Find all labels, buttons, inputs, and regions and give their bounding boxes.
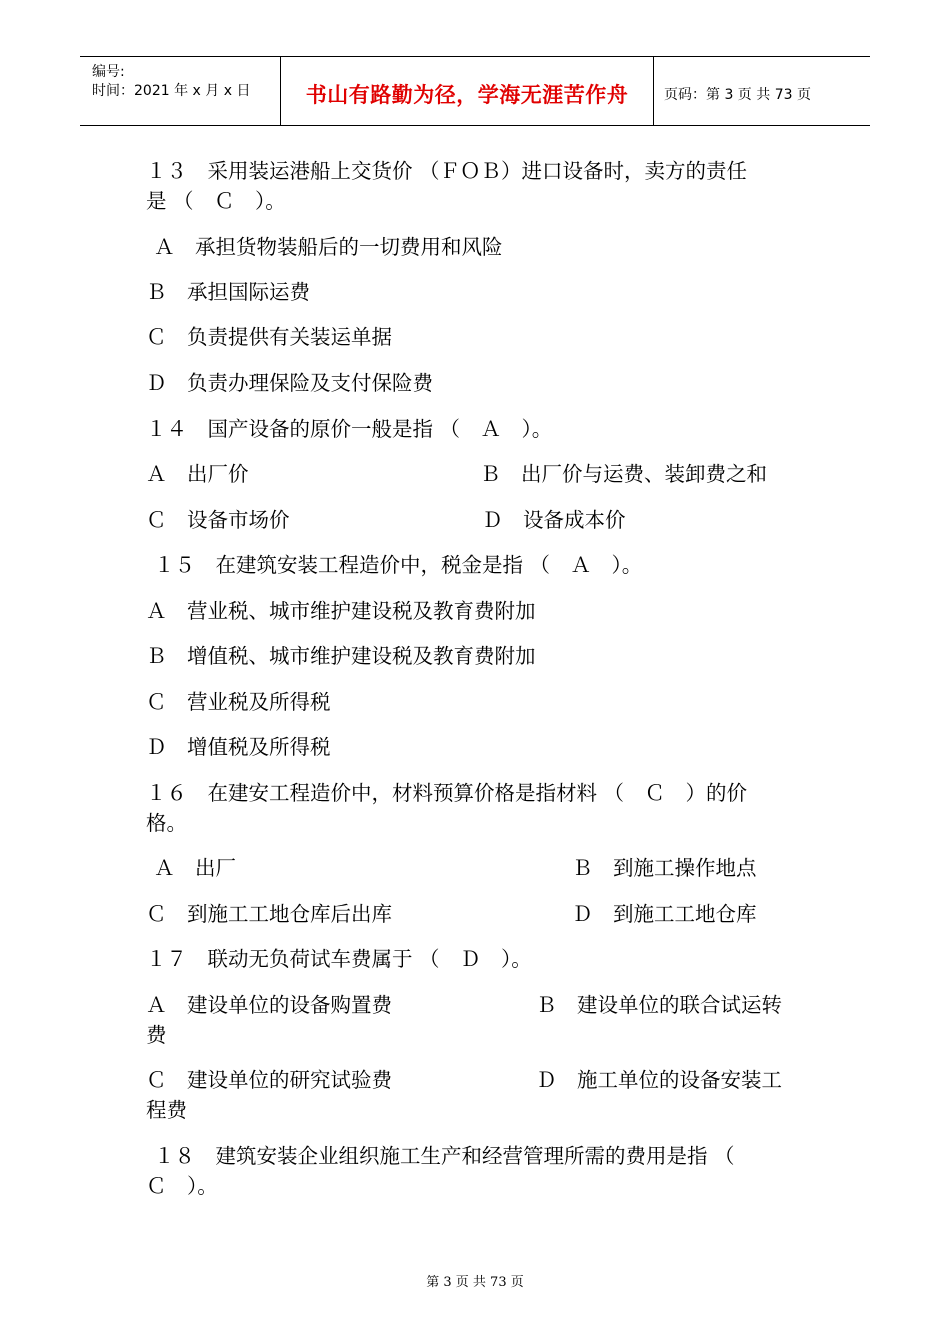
- question-14-stem: １４ 国产设备的原价一般是指 （ Ａ ）。: [146, 417, 553, 441]
- question-17-option-b: Ｂ 建设单位的联合试运转: [536, 993, 782, 1017]
- question-17-option-a: Ａ 建设单位的设备购置费: [146, 993, 392, 1017]
- question-13-option-d: Ｄ 负责办理保险及支付保险费: [146, 371, 433, 395]
- question-13-option-a: Ａ 承担货物装船后的一切费用和风险: [154, 235, 503, 259]
- question-17-stem: １７ 联动无负荷试车费属于 （ Ｄ ）。: [146, 947, 532, 971]
- page-header: [80, 56, 870, 126]
- question-16-option-a: Ａ 出厂: [154, 856, 236, 880]
- question-14-option-c: Ｃ 设备市场价: [146, 508, 290, 532]
- question-16-stem: １６ 在建安工程造价中，材料预算价格是指材料 （ Ｃ ）的价: [146, 781, 748, 805]
- question-13-stem-cont: 是 （ Ｃ ）。: [146, 189, 286, 213]
- question-17-option-d-cont: 程费: [146, 1098, 187, 1122]
- document-time-label: 时间：2021 年 x 月 x 日: [92, 83, 251, 99]
- question-13-option-c: Ｃ 负责提供有关装运单据: [146, 325, 392, 349]
- header-page-info: 页码：第 3 页 共 73 页: [664, 87, 811, 103]
- question-15-option-d: Ｄ 增值税及所得税: [146, 735, 331, 759]
- header-page-cell: [654, 57, 870, 125]
- header-motto-cell: [281, 57, 654, 125]
- question-16-option-b: Ｂ 到施工操作地点: [572, 856, 757, 880]
- question-16-option-c: Ｃ 到施工工地仓库后出库: [146, 902, 392, 926]
- question-15-option-a: Ａ 营业税、城市维护建设税及教育费附加: [146, 599, 536, 623]
- question-15-option-c: Ｃ 营业税及所得税: [146, 690, 331, 714]
- question-17-option-c: Ｃ 建设单位的研究试验费: [146, 1068, 392, 1092]
- question-14-option-d: Ｄ 设备成本价: [482, 508, 626, 532]
- question-16-option-d: Ｄ 到施工工地仓库: [572, 902, 757, 926]
- page-footer: 第 3 页 共 73 页: [426, 1275, 524, 1290]
- document-number-label: 编号:: [92, 64, 125, 80]
- question-18-stem-cont: Ｃ ）。: [146, 1174, 218, 1198]
- question-16-stem-cont: 格。: [146, 811, 187, 835]
- question-13-option-b: Ｂ 承担国际运费: [146, 280, 310, 304]
- question-14-option-a: Ａ 出厂价: [146, 462, 249, 486]
- question-15-stem: １５ 在建筑安装工程造价中，税金是指 （ Ａ ）。: [154, 553, 643, 577]
- motto-text: 书山有路勤为径，学海无涯苦作舟: [305, 83, 629, 107]
- question-17-option-d: Ｄ 施工单位的设备安装工: [536, 1068, 782, 1092]
- header-meta-cell: [80, 57, 281, 125]
- question-17-option-b-cont: 费: [146, 1023, 167, 1047]
- question-18-stem: １８ 建筑安装企业组织施工生产和经营管理所需的费用是指 （: [154, 1144, 735, 1168]
- question-15-option-b: Ｂ 增值税、城市维护建设税及教育费附加: [146, 644, 536, 668]
- question-14-option-b: Ｂ 出厂价与运费、装卸费之和: [480, 462, 767, 486]
- question-13-stem: １３ 采用装运港船上交货价 （ＦＯＢ）进口设备时，卖方的责任: [146, 159, 748, 183]
